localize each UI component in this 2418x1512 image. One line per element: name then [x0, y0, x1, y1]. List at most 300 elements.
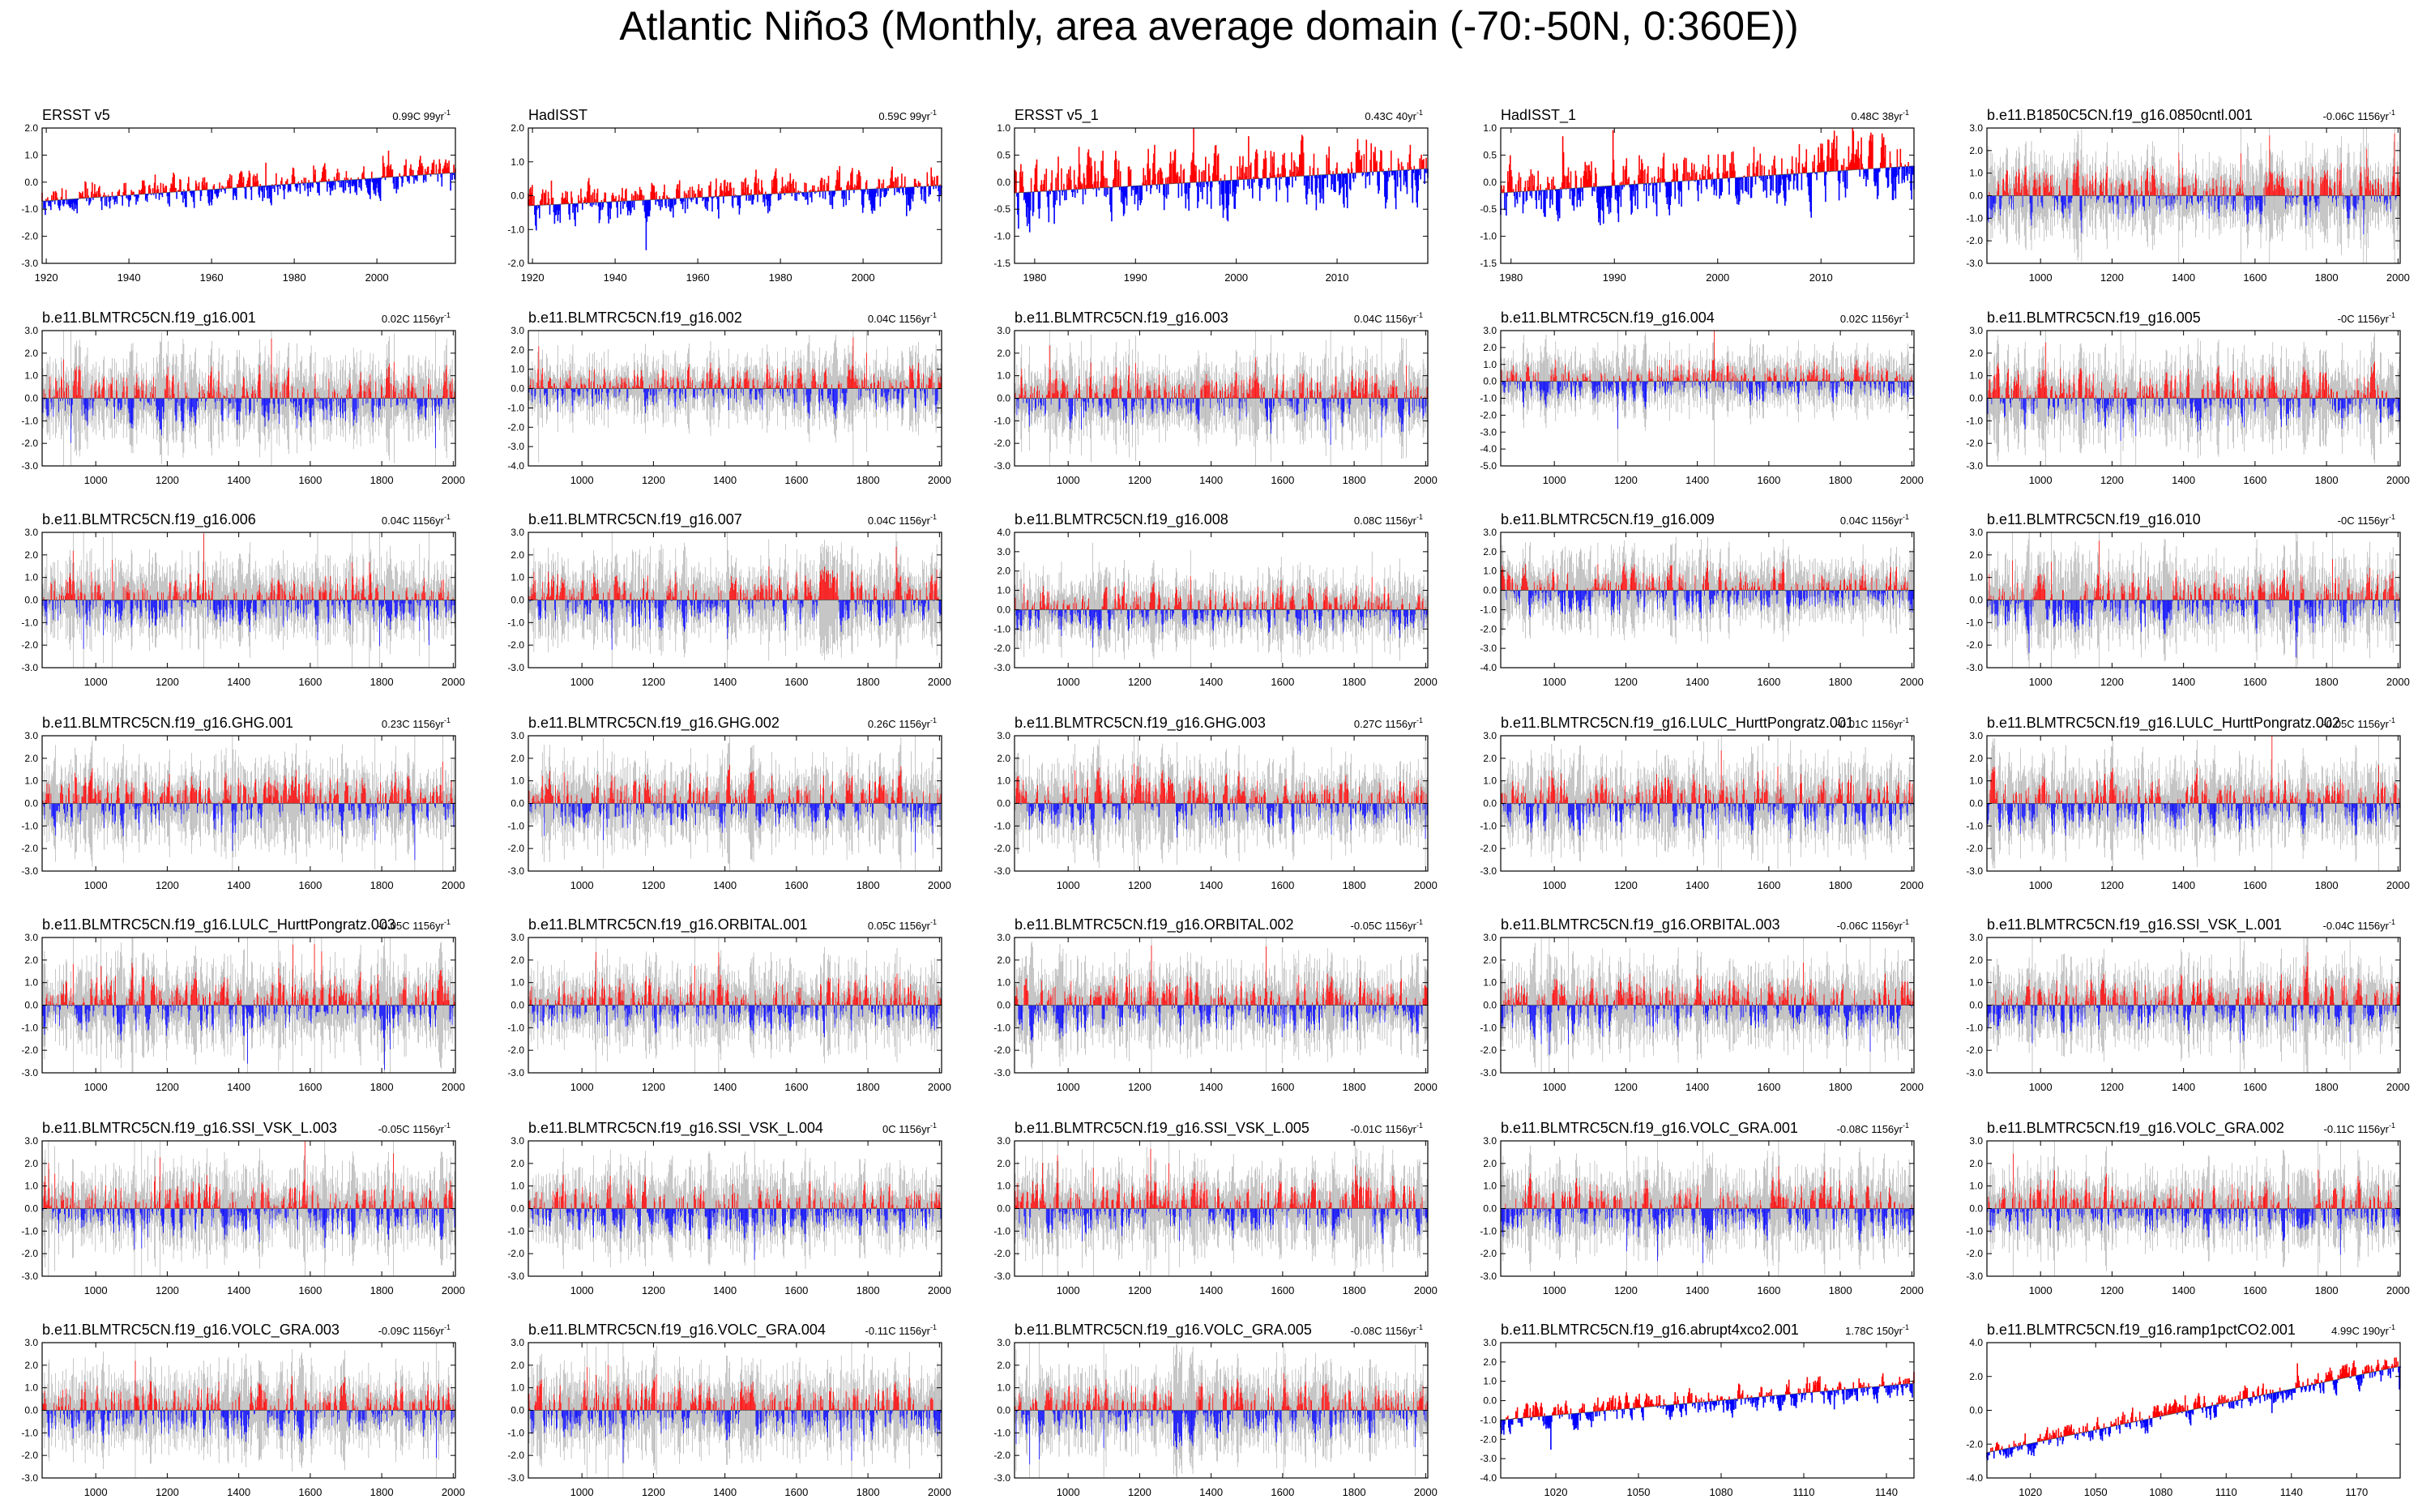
- y-tick-label: 3.0: [997, 730, 1010, 741]
- y-tick-label: 0.0: [1969, 1202, 1983, 1215]
- y-tick-label: 0.0: [1483, 176, 1497, 188]
- trend-label: -0.01C $1156yr^{-1}$: [1350, 1121, 1423, 1135]
- x-tick-label: 1400: [713, 1081, 737, 1093]
- x-tick-label: 1800: [1342, 474, 1366, 486]
- y-tick-label: -3.0: [1480, 865, 1497, 877]
- x-tick-label: 1600: [298, 1486, 323, 1498]
- y-tick-label: 0.0: [1969, 392, 1983, 404]
- subplot-title: b.e11.BLMTRC5CN.f19_g16.003: [1015, 310, 1228, 326]
- trend-label: 0.04C $1156yr^{-1}$: [1353, 311, 1423, 325]
- y-tick-label: 3.0: [1483, 932, 1497, 943]
- x-tick-label: 2000: [1706, 271, 1730, 284]
- x-tick-label: 1600: [298, 1284, 323, 1296]
- subplot-title: b.e11.BLMTRC5CN.f19_g16.VOLC_GRA.003: [42, 1322, 340, 1338]
- subplot-3: [993, 107, 1428, 284]
- x-tick-label: 1000: [2028, 879, 2053, 891]
- x-tick-label: 1400: [2172, 474, 2196, 486]
- y-tick-label: 2.0: [997, 954, 1010, 966]
- x-tick-label: 1170: [2345, 1486, 2369, 1498]
- x-tick-label: 1800: [2314, 474, 2339, 486]
- x-tick-label: 1000: [83, 879, 108, 891]
- x-tick-label: 1800: [1342, 1081, 1366, 1093]
- x-tick-label: 1000: [83, 1081, 108, 1093]
- x-tick-label: 1200: [641, 474, 665, 486]
- y-tick-label: -3.0: [21, 1472, 38, 1484]
- x-tick-label: 1800: [370, 1486, 394, 1498]
- trend-line: [1987, 1366, 2400, 1452]
- y-tick-label: 2.0: [24, 122, 38, 134]
- x-tick-label: 1110: [2215, 1486, 2237, 1498]
- x-tick-label: 1920: [34, 271, 58, 284]
- trend-label: 0.23C $1156yr^{-1}$: [381, 716, 451, 730]
- y-tick-label: 3.0: [997, 1135, 1010, 1147]
- y-tick-label: 0.0: [1483, 1202, 1497, 1215]
- x-tick-label: 1000: [570, 1486, 594, 1498]
- y-tick-label: 3.0: [1969, 730, 1983, 741]
- subplot-29: [1480, 1120, 1924, 1296]
- x-tick-label: 2000: [1413, 1284, 1438, 1296]
- subplot-23: [993, 916, 1438, 1093]
- y-tick-label: -3.0: [21, 258, 38, 269]
- x-tick-label: 1400: [227, 676, 251, 688]
- envelope-series: [1501, 331, 1914, 466]
- x-tick-label: 1400: [1685, 676, 1710, 688]
- x-tick-label: 1400: [1199, 1081, 1224, 1093]
- y-tick-label: -2.0: [507, 1450, 524, 1462]
- y-tick-label: 2.0: [24, 1359, 38, 1371]
- y-tick-label: 0.0: [511, 382, 524, 395]
- subplot-19: [1480, 715, 1924, 891]
- x-tick-label: 1980: [1499, 271, 1523, 284]
- y-tick-label: 1.0: [997, 976, 1010, 989]
- x-tick-label: 1800: [1342, 1284, 1366, 1296]
- trend-label: -0.05C $1156yr^{-1}$: [378, 1121, 451, 1135]
- x-tick-label: 1800: [856, 1486, 880, 1498]
- y-tick-label: -2.0: [1966, 1438, 1983, 1450]
- x-tick-label: 2000: [2386, 676, 2410, 688]
- subplot-title: b.e11.BLMTRC5CN.f19_g16.ORBITAL.001: [528, 916, 808, 933]
- trend-label: 0.26C $1156yr^{-1}$: [867, 716, 937, 730]
- y-tick-label: 3.0: [1483, 1135, 1497, 1147]
- x-tick-label: 2000: [1413, 474, 1438, 486]
- trend-label: -0.06C $1156yr^{-1}$: [1836, 918, 1909, 932]
- y-tick-label: 2.0: [1969, 752, 1983, 764]
- x-tick-label: 1400: [2172, 1081, 2196, 1093]
- x-tick-label: 1800: [370, 879, 394, 891]
- y-tick-label: 3.0: [511, 932, 524, 943]
- x-tick-label: 2000: [2386, 474, 2410, 486]
- x-tick-label: 1980: [768, 271, 792, 284]
- y-tick-label: 3.0: [997, 932, 1010, 943]
- x-tick-label: 2000: [927, 1486, 951, 1498]
- subplot-2: [507, 107, 942, 284]
- y-tick-label: 2.0: [1483, 752, 1497, 764]
- x-tick-label: 1400: [1199, 474, 1224, 486]
- y-tick-label: -3.0: [21, 1271, 38, 1282]
- x-tick-label: 1600: [784, 676, 809, 688]
- x-tick-label: 1200: [1613, 676, 1638, 688]
- x-tick-label: 1000: [1542, 1081, 1566, 1093]
- subplot-title: b.e11.BLMTRC5CN.f19_g16.008: [1015, 511, 1228, 527]
- y-tick-label: -2.0: [21, 639, 38, 651]
- trend-label: -0.01C $1156yr^{-1}$: [1836, 716, 1909, 730]
- x-tick-label: 1940: [603, 271, 627, 284]
- y-tick-label: -1.0: [1966, 1225, 1983, 1237]
- trend-label: 0.02C $1156yr^{-1}$: [1839, 311, 1909, 325]
- x-tick-label: 2000: [927, 676, 951, 688]
- x-tick-label: 1000: [1056, 676, 1080, 688]
- subplot-title: ERSST v5: [42, 107, 110, 123]
- x-tick-label: 1800: [370, 676, 394, 688]
- subplot-27: [507, 1120, 951, 1296]
- subplot-title: b.e11.BLMTRC5CN.f19_g16.009: [1501, 511, 1715, 527]
- x-tick-label: 1200: [1127, 1081, 1151, 1093]
- subplot-title: b.e11.BLMTRC5CN.f19_g16.VOLC_GRA.004: [528, 1322, 826, 1338]
- y-tick-label: 0.0: [24, 1202, 38, 1215]
- negative-anomaly-series: [1988, 600, 2399, 658]
- x-tick-label: 1600: [1271, 474, 1295, 486]
- y-tick-label: -3.0: [21, 1067, 38, 1078]
- x-tick-label: 1960: [686, 271, 710, 284]
- y-tick-label: 2.0: [24, 549, 38, 561]
- subplot-30: [1966, 1120, 2410, 1296]
- y-tick-label: 1.0: [997, 122, 1010, 134]
- y-tick-label: -1.0: [1480, 820, 1497, 832]
- y-tick-label: 3.0: [511, 1337, 524, 1348]
- y-tick-label: -1.0: [1966, 415, 1983, 427]
- x-tick-label: 1000: [1542, 676, 1566, 688]
- subplot-16: [21, 715, 465, 891]
- trend-label: 0C $1156yr^{-1}$: [882, 1121, 937, 1135]
- subplot-title: b.e11.BLMTRC5CN.f19_g16.010: [1987, 511, 2201, 527]
- x-tick-label: 1800: [370, 1081, 394, 1093]
- y-tick-label: 3.0: [511, 730, 524, 741]
- y-tick-label: 1.0: [1483, 1375, 1497, 1387]
- y-tick-label: 2.0: [997, 347, 1010, 359]
- x-tick-label: 1000: [1056, 1284, 1080, 1296]
- y-tick-label: -1.0: [993, 415, 1010, 427]
- y-tick-label: 0.0: [1969, 1404, 1983, 1416]
- trend-label: 0.05C $1156yr^{-1}$: [867, 918, 937, 932]
- subplot-title: b.e11.BLMTRC5CN.f19_g16.ramp1pctCO2.001: [1987, 1322, 2296, 1338]
- negative-anomaly-series: [530, 804, 942, 852]
- y-tick-label: 2.0: [24, 347, 38, 359]
- y-tick-label: -2.0: [993, 1450, 1010, 1462]
- x-tick-label: 1400: [227, 474, 251, 486]
- y-tick-label: 0.0: [1969, 999, 1983, 1011]
- x-tick-label: 1200: [1127, 474, 1151, 486]
- y-tick-label: 0.0: [1483, 375, 1497, 387]
- y-tick-label: 1.0: [997, 1382, 1010, 1394]
- trend-label: -0.08C $1156yr^{-1}$: [1836, 1121, 1909, 1135]
- x-tick-label: 1400: [1685, 879, 1710, 891]
- y-tick-label: 0.0: [24, 999, 38, 1011]
- y-tick-label: 1.0: [1969, 976, 1983, 989]
- x-tick-label: 1600: [2243, 1081, 2267, 1093]
- y-tick-label: 4.0: [997, 527, 1010, 538]
- x-tick-label: 1800: [2314, 1081, 2339, 1093]
- y-tick-label: -3.0: [1966, 460, 1983, 472]
- subplot-title: b.e11.BLMTRC5CN.f19_g16.GHG.003: [1015, 715, 1266, 731]
- y-tick-label: -3.0: [21, 662, 38, 673]
- y-tick-label: -2.0: [21, 1248, 38, 1260]
- y-tick-label: 1.0: [24, 1180, 38, 1192]
- y-tick-label: -1.0: [993, 1022, 1010, 1034]
- y-tick-label: 0.0: [997, 392, 1010, 404]
- y-tick-label: -2.0: [1966, 438, 1983, 450]
- trend-label: -0.04C $1156yr^{-1}$: [2322, 918, 2395, 932]
- x-tick-label: 1000: [83, 1284, 108, 1296]
- x-tick-label: 1000: [83, 676, 108, 688]
- x-tick-label: 1400: [1685, 1081, 1710, 1093]
- x-tick-label: 1400: [227, 879, 251, 891]
- x-tick-label: 1400: [713, 676, 737, 688]
- y-tick-label: 0.0: [1483, 797, 1497, 809]
- subplot-title: b.e11.BLMTRC5CN.f19_g16.LULC_HurttPongratz.001: [1501, 715, 1854, 731]
- y-tick-label: 1.0: [997, 584, 1010, 596]
- y-tick-label: 1.0: [1969, 1180, 1983, 1192]
- y-tick-label: 3.0: [24, 932, 38, 943]
- trend-label: -0.09C $1156yr^{-1}$: [378, 1323, 451, 1337]
- y-tick-label: -2.0: [507, 258, 524, 269]
- y-tick-label: 1.0: [1483, 358, 1497, 370]
- x-tick-label: 1200: [155, 879, 179, 891]
- y-tick-label: -2.0: [1966, 1248, 1983, 1260]
- axes-frame: [528, 331, 942, 466]
- subplot-35: [1966, 1322, 2400, 1498]
- y-tick-label: -1.0: [993, 623, 1010, 635]
- y-tick-label: 0.0: [511, 999, 524, 1011]
- y-tick-label: -1.0: [507, 1225, 524, 1237]
- x-tick-label: 1000: [1056, 879, 1080, 891]
- y-tick-label: 0.5: [1483, 149, 1497, 161]
- positive-anomaly-series: [528, 1175, 940, 1208]
- y-tick-label: -2.0: [1480, 1433, 1497, 1446]
- subplot-title: b.e11.BLMTRC5CN.f19_g16.SSI_VSK_L.003: [42, 1120, 337, 1136]
- x-tick-label: 1400: [1199, 879, 1224, 891]
- x-tick-label: 1600: [784, 1486, 809, 1498]
- trend-label: 0.59C $99yr^{-1}$: [878, 109, 937, 122]
- positive-anomaly-series: [530, 952, 942, 1006]
- y-tick-label: -4.0: [1480, 662, 1497, 673]
- y-tick-label: 2.0: [24, 752, 38, 764]
- y-tick-label: -3.0: [21, 865, 38, 877]
- x-tick-label: 1400: [227, 1284, 251, 1296]
- y-tick-label: -3.0: [993, 662, 1010, 673]
- trend-label: 0.99C $99yr^{-1}$: [392, 109, 451, 122]
- x-tick-label: 1000: [570, 1284, 594, 1296]
- x-tick-label: 1200: [641, 1081, 665, 1093]
- y-tick-label: 3.0: [24, 527, 38, 538]
- x-tick-label: 1200: [155, 1081, 179, 1093]
- positive-anomaly-series: [1015, 1373, 1427, 1411]
- y-tick-label: -2.0: [507, 421, 524, 434]
- y-tick-label: -1.0: [993, 230, 1010, 242]
- x-tick-label: 1600: [784, 1081, 809, 1093]
- x-tick-label: 1200: [1127, 1284, 1151, 1296]
- x-tick-label: 1400: [1199, 1486, 1224, 1498]
- x-tick-label: 1600: [2243, 676, 2267, 688]
- y-tick-label: -3.0: [507, 662, 524, 673]
- y-tick-label: -1.0: [21, 1427, 38, 1439]
- x-tick-label: 1080: [2149, 1486, 2173, 1498]
- x-tick-label: 1400: [713, 474, 737, 486]
- x-tick-label: 1800: [2314, 676, 2339, 688]
- y-tick-label: -1.5: [1480, 258, 1497, 269]
- subplot-15: [1966, 511, 2410, 688]
- y-tick-label: 1.0: [24, 775, 38, 787]
- y-tick-label: 0.0: [997, 999, 1010, 1011]
- x-tick-label: 1600: [298, 879, 323, 891]
- subplot-title: b.e11.BLMTRC5CN.f19_g16.002: [528, 310, 742, 326]
- y-tick-label: -3.0: [507, 1067, 524, 1078]
- y-tick-label: -2.0: [21, 230, 38, 242]
- x-tick-label: 1800: [1828, 676, 1852, 688]
- x-tick-label: 2000: [1413, 676, 1438, 688]
- y-tick-label: 0.0: [997, 604, 1010, 616]
- x-tick-label: 2000: [365, 271, 389, 284]
- subplot-1: [21, 107, 455, 284]
- trend-label: 0.04C $1156yr^{-1}$: [867, 311, 937, 325]
- positive-anomaly-series: [530, 337, 942, 388]
- y-tick-label: -2.0: [21, 438, 38, 450]
- trend-label: 1.78C $150yr^{-1}$: [1845, 1323, 1909, 1337]
- x-tick-label: 1000: [2028, 1284, 2053, 1296]
- negative-anomaly-series: [530, 600, 942, 650]
- x-tick-label: 2000: [441, 1486, 465, 1498]
- y-tick-label: -5.0: [1480, 460, 1497, 472]
- trend-label: -0.06C $1156yr^{-1}$: [2322, 109, 2395, 122]
- y-tick-label: 3.0: [1969, 325, 1983, 336]
- subplot-title: b.e11.BLMTRC5CN.f19_g16.GHG.002: [528, 715, 780, 731]
- x-tick-label: 1200: [641, 1284, 665, 1296]
- y-tick-label: -1.5: [993, 258, 1010, 269]
- negative-anomaly-series: [43, 1209, 455, 1249]
- x-tick-label: 1200: [155, 474, 179, 486]
- y-tick-label: 0.5: [997, 149, 1010, 161]
- subplot-9: [1480, 310, 1924, 486]
- x-tick-label: 1200: [2100, 1081, 2124, 1093]
- y-tick-label: -3.0: [507, 865, 524, 877]
- subplot-33: [993, 1322, 1438, 1498]
- x-tick-label: 1200: [1127, 879, 1151, 891]
- y-tick-label: -3.0: [1966, 662, 1983, 673]
- x-tick-label: 2000: [441, 474, 465, 486]
- y-tick-label: 2.0: [511, 549, 524, 561]
- y-tick-label: 2.0: [1969, 954, 1983, 966]
- y-tick-label: -1.0: [21, 1225, 38, 1237]
- y-tick-label: 1.0: [1483, 565, 1497, 577]
- positive-anomaly-series: [1506, 1372, 1914, 1419]
- y-tick-label: -1.0: [21, 1022, 38, 1034]
- x-tick-label: 1800: [2314, 879, 2339, 891]
- x-tick-label: 2000: [2386, 879, 2410, 891]
- y-tick-label: 1.0: [1483, 775, 1497, 787]
- x-tick-label: 1600: [1271, 676, 1295, 688]
- y-tick-label: 2.0: [511, 344, 524, 356]
- x-tick-label: 2000: [1413, 1081, 1438, 1093]
- y-tick-label: -3.0: [1966, 258, 1983, 269]
- trend-label: -0.08C $1156yr^{-1}$: [1350, 1323, 1423, 1337]
- y-tick-label: -3.0: [1480, 426, 1497, 438]
- x-tick-label: 1990: [1602, 271, 1626, 284]
- figure-title: Atlantic Niño3 (Monthly, area average domain (-70:-50N, 0:360E)): [619, 3, 1799, 49]
- x-tick-label: 1600: [1757, 474, 1781, 486]
- subplot-title: b.e11.BLMTRC5CN.f19_g16.ORBITAL.002: [1015, 916, 1294, 933]
- y-tick-label: 2.0: [511, 122, 524, 134]
- y-tick-label: 3.0: [24, 1135, 38, 1147]
- y-tick-label: 1.0: [1483, 1180, 1497, 1192]
- y-tick-label: 3.0: [511, 325, 524, 336]
- y-tick-label: 0.0: [997, 1404, 1010, 1416]
- x-tick-label: 1600: [1757, 1284, 1781, 1296]
- y-tick-label: 1.0: [511, 363, 524, 375]
- y-tick-label: 2.0: [511, 954, 524, 966]
- y-tick-label: -2.0: [993, 643, 1010, 655]
- y-tick-label: 1.0: [24, 149, 38, 161]
- x-tick-label: 2000: [1413, 1486, 1438, 1498]
- y-tick-label: 1.0: [24, 369, 38, 382]
- y-tick-label: 2.0: [1969, 1157, 1983, 1169]
- y-tick-label: 3.0: [24, 325, 38, 336]
- trend-label: 0.27C $1156yr^{-1}$: [1353, 716, 1423, 730]
- negative-anomaly-series: [1988, 1209, 2399, 1255]
- x-tick-label: 2000: [927, 1284, 951, 1296]
- y-tick-label: -1.0: [993, 1427, 1010, 1439]
- y-tick-label: -1.0: [1480, 1414, 1497, 1426]
- x-tick-label: 1600: [2243, 879, 2267, 891]
- x-tick-label: 2000: [1899, 1081, 1924, 1093]
- y-tick-label: 4.0: [1969, 1337, 1983, 1348]
- trend-label: 0.04C $1156yr^{-1}$: [1839, 513, 1909, 527]
- y-tick-label: 3.0: [1483, 730, 1497, 741]
- y-tick-label: 2.0: [1969, 347, 1983, 359]
- y-tick-label: 2.0: [24, 954, 38, 966]
- negative-anomaly-series: [44, 804, 455, 861]
- x-tick-label: 1400: [1199, 1284, 1224, 1296]
- y-tick-label: -2.0: [1480, 843, 1497, 855]
- y-tick-label: -1.0: [1480, 230, 1497, 242]
- y-tick-label: -2.0: [993, 1044, 1010, 1057]
- negative-anomaly-series: [1016, 609, 1427, 647]
- x-tick-label: 1000: [1056, 474, 1080, 486]
- x-tick-label: 1600: [1757, 676, 1781, 688]
- subplot-11: [21, 511, 465, 688]
- x-tick-label: 1600: [1271, 1486, 1295, 1498]
- x-tick-label: 1600: [2243, 271, 2267, 284]
- x-tick-label: 1200: [2100, 271, 2124, 284]
- y-tick-label: 0.0: [997, 1202, 1010, 1215]
- x-tick-label: 1600: [2243, 1284, 2267, 1296]
- x-tick-label: 1200: [2100, 676, 2124, 688]
- x-tick-label: 1920: [520, 271, 545, 284]
- subplot-title: b.e11.BLMTRC5CN.f19_g16.VOLC_GRA.005: [1015, 1322, 1312, 1338]
- subplot-25: [1966, 916, 2410, 1093]
- subplot-18: [993, 715, 1438, 891]
- x-tick-label: 1600: [1271, 879, 1295, 891]
- x-tick-label: 1200: [2100, 474, 2124, 486]
- x-tick-label: 1000: [570, 879, 594, 891]
- y-tick-label: -1.0: [1480, 1022, 1497, 1034]
- y-tick-label: -1.0: [507, 617, 524, 629]
- x-tick-label: 1400: [2172, 676, 2196, 688]
- x-tick-label: 1990: [1123, 271, 1147, 284]
- x-tick-label: 1020: [1544, 1486, 1568, 1498]
- y-tick-label: 3.0: [511, 1135, 524, 1147]
- subplot-22: [507, 916, 951, 1093]
- x-tick-label: 1600: [2243, 474, 2267, 486]
- x-tick-label: 1140: [2279, 1486, 2303, 1498]
